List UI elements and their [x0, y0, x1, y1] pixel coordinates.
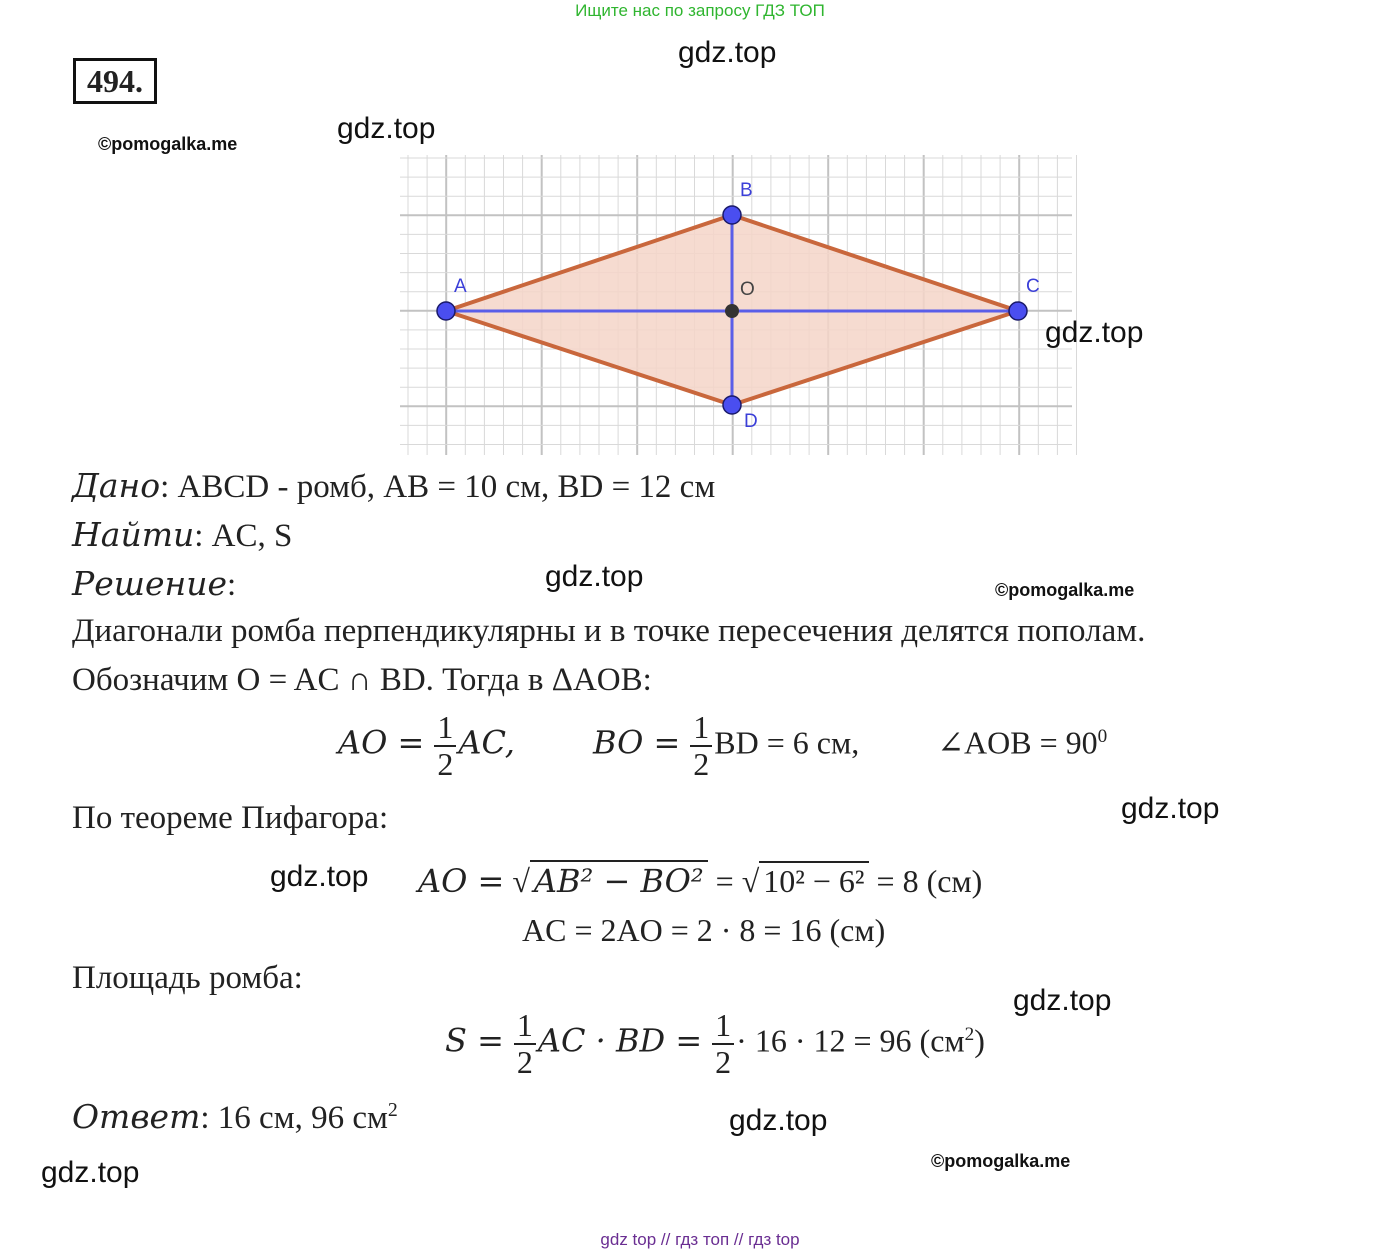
watermark-gdz: gdz.top — [41, 1156, 140, 1189]
watermark-copyright: ©pomogalka.me — [98, 134, 238, 154]
answer-sup: 2 — [387, 1099, 398, 1121]
answer-text: : 16 см, 96 см — [200, 1100, 388, 1136]
watermark-copyright: ©pomogalka.me — [995, 580, 1135, 600]
eq1-bo: BO = — [592, 723, 681, 762]
frac-den: 2 — [693, 746, 710, 783]
fraction-half — [514, 1008, 536, 1080]
eq3-text: AC = 2AO = 2 · 8 = 16 (см) — [522, 912, 886, 948]
watermark-gdz: gdz.top — [729, 1104, 828, 1137]
equation-ao — [418, 860, 982, 900]
find-line — [72, 515, 292, 555]
answer-label: Ответ — [72, 1097, 201, 1136]
frac-num: 1 — [712, 1008, 734, 1045]
area-heading: Площадь ромба: — [72, 960, 303, 996]
problem-number: 494. — [73, 58, 157, 104]
vertex-d — [723, 396, 741, 414]
solution-label: Решение — [72, 564, 228, 603]
watermark-gdz: gdz.top — [337, 112, 436, 145]
solution-colon: : — [227, 567, 237, 603]
frac-den: 2 — [516, 1044, 533, 1081]
notation-statement: Обозначим O = AC ∩ BD. Тогда в ΔAOB: — [72, 662, 652, 698]
watermark-gdz: gdz.top — [678, 36, 777, 69]
eq4-numbers: · 16 · 12 = 96 (см — [736, 1022, 965, 1059]
eq2-result: = 8 (см) — [876, 863, 983, 899]
label-b: B — [740, 180, 753, 201]
label-d: D — [744, 411, 758, 432]
eq1-angle-sup: 0 — [1097, 725, 1108, 747]
eq2-ao: AO = — [418, 862, 505, 900]
frac-num: 1 — [514, 1008, 536, 1045]
eq4-s: S = — [445, 1021, 504, 1060]
footer-links[interactable]: gdz top // гдз топ // гдз top — [600, 1230, 800, 1249]
watermark-gdz: gdz.top — [1045, 316, 1144, 349]
frac-num: 1 — [434, 710, 456, 747]
eq1-ao: AO = — [338, 723, 425, 762]
equation-ac — [522, 912, 885, 949]
eq1-ac: AC, — [458, 723, 515, 762]
label-o: O — [740, 279, 755, 300]
sqrt-ab-bo: AB² − BO² — [530, 860, 708, 900]
watermark-gdz: gdz.top — [270, 860, 369, 893]
label-c: C — [1026, 276, 1040, 297]
find-label: Найти — [72, 515, 195, 554]
find-text: : AC, S — [194, 518, 293, 554]
watermark-gdz: gdz.top — [1121, 792, 1220, 825]
sqrt-sign: √ — [512, 863, 530, 899]
watermark-copyright: ©pomogalka.me — [931, 1151, 1071, 1171]
frac-den: 2 — [437, 746, 454, 783]
given-text: : ABCD - ромб, AB = 10 см, BD = 12 см — [160, 469, 716, 505]
fraction-half — [434, 710, 456, 782]
equation-halves — [338, 710, 1107, 782]
eq4-ac-bd: AC · BD = — [537, 1021, 703, 1060]
equation-area — [445, 1008, 985, 1080]
eq4-sup: 2 — [964, 1023, 975, 1045]
sqrt-sign: √ — [741, 863, 760, 899]
watermark-gdz: gdz.top — [1013, 984, 1112, 1017]
watermark-gdz: gdz.top — [545, 560, 644, 593]
pythagoras-heading: По теореме Пифагора: — [72, 800, 389, 836]
vertex-b — [723, 206, 741, 224]
given-line — [72, 466, 715, 506]
rhombus-figure — [400, 155, 1080, 460]
frac-den: 2 — [715, 1044, 732, 1081]
label-a: A — [454, 276, 467, 297]
eq1-bd: BD = 6 см, — [714, 724, 860, 761]
diagonals-statement: Диагонали ромба перпендикулярны и в точке пересечения делятся пополам. — [72, 613, 1146, 649]
fraction-half — [690, 710, 712, 782]
fraction-half — [712, 1008, 734, 1080]
vertex-a — [437, 302, 455, 320]
eq4-end: ) — [974, 1022, 985, 1059]
eq2-eq: = — [715, 863, 734, 899]
center-o — [725, 304, 739, 318]
frac-num: 1 — [690, 710, 712, 747]
eq1-angle: ∠AOB = 90 — [937, 724, 1098, 761]
solution-heading — [72, 564, 236, 604]
sqrt-numbers: 10² − 6² — [759, 861, 868, 900]
top-banner[interactable]: Ищите нас по запросу ГДЗ ТОП — [575, 1, 825, 20]
answer-line — [72, 1097, 398, 1137]
vertex-c — [1009, 302, 1027, 320]
given-label: Дано — [72, 466, 161, 505]
